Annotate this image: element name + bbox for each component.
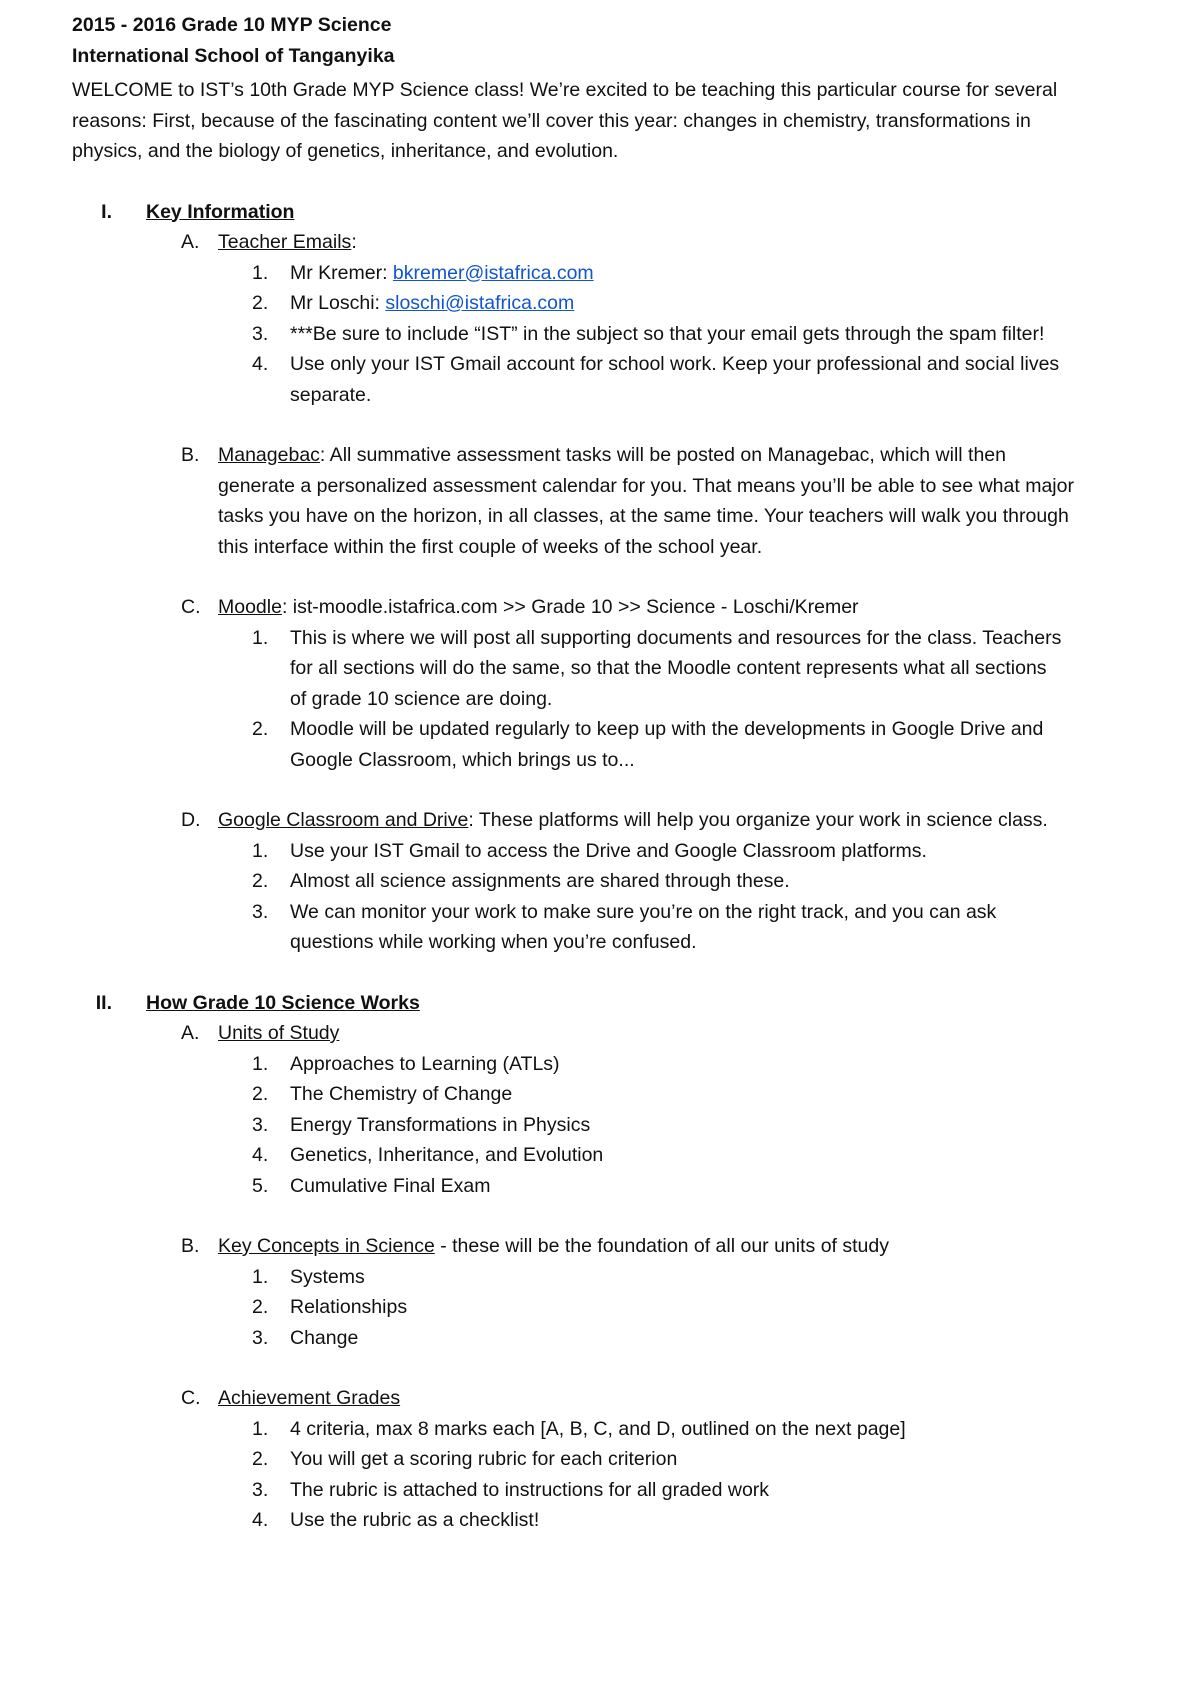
item-number: 2. bbox=[252, 292, 269, 314]
subsection-suffix: : bbox=[351, 231, 357, 253]
subsection-text: tasks you have on the horizon, in all classes, at the same time. Your teachers will walk you through bbox=[218, 505, 1069, 527]
list-item bbox=[252, 1171, 1132, 1202]
section-numeral: II. bbox=[95, 991, 112, 1014]
item-number: 2. bbox=[252, 718, 269, 740]
intro-paragraph bbox=[72, 75, 1132, 167]
item-text: Change bbox=[290, 1326, 359, 1349]
list-item bbox=[252, 1444, 1132, 1475]
list-item bbox=[252, 897, 1132, 958]
subsection-letter: A. bbox=[181, 231, 200, 253]
item-number: 1. bbox=[252, 1265, 269, 1288]
item-number: 3. bbox=[252, 1326, 269, 1349]
item-number: 3. bbox=[252, 900, 269, 923]
item-text: Systems bbox=[290, 1265, 365, 1288]
intro-line: physics, and the biology of genetics, inheritance, and evolution. bbox=[72, 140, 619, 162]
item-number: 4. bbox=[252, 353, 269, 375]
item-text: Almost all science assignments are shared through these. bbox=[290, 870, 790, 892]
list-item bbox=[252, 866, 1132, 897]
item-text: for all sections will do the same, so that the Moodle content represents what all sections bbox=[290, 657, 1047, 679]
subsection-title: Managebac bbox=[218, 444, 320, 466]
list-item bbox=[252, 1475, 1132, 1506]
item-text: Genetics, Inheritance, and Evolution bbox=[290, 1144, 604, 1166]
list-item bbox=[252, 1049, 1132, 1080]
item-text: Google Classroom, which brings us to... bbox=[290, 748, 635, 771]
subsection-letter: B. bbox=[181, 1235, 200, 1257]
subsection-title: Units of Study bbox=[218, 1022, 340, 1044]
document-title: 2015 - 2016 Grade 10 MYP Science bbox=[72, 14, 392, 36]
item-number: 1. bbox=[252, 626, 269, 649]
subsection-achievement-grades bbox=[146, 1383, 1132, 1536]
section-title: Key Information bbox=[146, 200, 295, 223]
item-number: 4. bbox=[252, 1509, 269, 1531]
subsection-letter: B. bbox=[181, 444, 200, 466]
subsection-text: generate a personalized assessment calendar for you. That means you’ll be able to see what major bbox=[218, 474, 1074, 497]
item-number: 2. bbox=[252, 1296, 269, 1318]
item-number: 2. bbox=[252, 1448, 269, 1470]
item-text: Use your IST Gmail to access the Drive and Google Classroom platforms. bbox=[290, 839, 927, 862]
subsection-text: : ist-moodle.istafrica.com >> Grade 10 >> Science - Loschi/Kremer bbox=[281, 596, 859, 618]
item-number: 1. bbox=[252, 1417, 269, 1440]
item-number: 3. bbox=[252, 322, 269, 345]
item-text: Moodle will be updated regularly to keep up with the developments in Google Drive and bbox=[290, 718, 1044, 740]
list-item bbox=[252, 714, 1132, 775]
item-label: Mr Kremer: bbox=[290, 261, 393, 284]
item-text: You will get a scoring rubric for each criterion bbox=[290, 1448, 678, 1470]
item-text: Use the rubric as a checklist! bbox=[290, 1509, 540, 1531]
item-number: 1. bbox=[252, 1052, 269, 1075]
item-text: We can monitor your work to make sure you’re on the right track, and you can ask bbox=[290, 900, 997, 923]
document-body bbox=[72, 10, 1132, 1536]
list-item bbox=[252, 836, 1132, 867]
item-number: 4. bbox=[252, 1144, 269, 1166]
subsection-key-concepts bbox=[146, 1231, 1132, 1353]
section-numeral: I. bbox=[101, 200, 112, 223]
list-item bbox=[252, 1414, 1132, 1445]
intro-line: WELCOME to IST’s 10th Grade MYP Science class! We’re excited to be teaching this particular course for several bbox=[72, 79, 1058, 101]
section-key-information bbox=[72, 197, 1132, 958]
subsection-text: : These platforms will help you organize your work in science class. bbox=[468, 809, 1048, 831]
list-item bbox=[252, 1079, 1132, 1110]
item-number: 3. bbox=[252, 1113, 269, 1136]
subsection-units-of-study bbox=[146, 1018, 1132, 1201]
subsection-title: Google Classroom and Drive bbox=[218, 809, 469, 831]
item-text: ***Be sure to include “IST” in the subject so that your email gets through the spam filter! bbox=[290, 322, 1045, 345]
subsection-letter: D. bbox=[181, 809, 201, 831]
subsection-title: Teacher Emails bbox=[218, 231, 352, 253]
item-text: Relationships bbox=[290, 1296, 408, 1318]
subsection-title: Moodle bbox=[218, 596, 282, 618]
item-number: 1. bbox=[252, 839, 269, 862]
subsection-text: - these will be the foundation of all our units of study bbox=[434, 1235, 889, 1257]
list-item bbox=[252, 1505, 1132, 1536]
subsection-teacher-emails bbox=[146, 227, 1132, 410]
item-text: Approaches to Learning (ATLs) bbox=[290, 1052, 560, 1075]
school-name: International School of Tanganyika bbox=[72, 44, 395, 67]
section-title: How Grade 10 Science Works bbox=[146, 991, 420, 1014]
item-text: Use only your IST Gmail account for school work. Keep your professional and social lives bbox=[290, 353, 1060, 375]
item-text: Energy Transformations in Physics bbox=[290, 1113, 591, 1136]
item-text: The rubric is attached to instructions for all graded work bbox=[290, 1478, 770, 1501]
subsection-moodle bbox=[146, 592, 1132, 775]
item-number: 1. bbox=[252, 261, 269, 284]
subsection-text: : All summative assessment tasks will be posted on Managebac, which will then bbox=[319, 444, 1006, 466]
item-text: Cumulative Final Exam bbox=[290, 1174, 491, 1197]
list-item bbox=[252, 288, 1132, 319]
subsection-text: this interface within the first couple of weeks of the school year. bbox=[218, 535, 763, 558]
subsection-title: Key Concepts in Science bbox=[218, 1235, 435, 1257]
subsection-title: Achievement Grades bbox=[218, 1387, 401, 1409]
email-link-kremer[interactable]: bkremer@istafrica.com bbox=[392, 261, 594, 284]
list-item bbox=[252, 319, 1132, 350]
item-label: Mr Loschi: bbox=[290, 292, 386, 314]
list-item bbox=[252, 1292, 1132, 1323]
section-how-science-works bbox=[72, 988, 1132, 1536]
list-item bbox=[252, 1140, 1132, 1171]
list-item bbox=[252, 1323, 1132, 1354]
intro-line: reasons: First, because of the fascinating content we’ll cover this year: changes in chemistry, transformations in bbox=[72, 109, 1031, 132]
item-text: This is where we will post all supporting documents and resources for the class. Teachers bbox=[290, 626, 1062, 649]
list-item bbox=[252, 349, 1132, 410]
item-number: 3. bbox=[252, 1478, 269, 1501]
subsection-google-classroom bbox=[146, 805, 1132, 958]
list-item bbox=[252, 623, 1132, 715]
item-number: 2. bbox=[252, 1083, 269, 1105]
subsection-letter: C. bbox=[181, 596, 201, 618]
subsection-letter: C. bbox=[181, 1387, 201, 1409]
item-text: questions while working when you’re confused. bbox=[290, 931, 697, 953]
list-item bbox=[252, 1262, 1132, 1293]
email-link-loschi[interactable]: sloschi@istafrica.com bbox=[385, 292, 575, 314]
list-item bbox=[252, 258, 1132, 289]
subsection-letter: A. bbox=[181, 1022, 200, 1044]
item-number: 5. bbox=[252, 1174, 269, 1197]
item-text: of grade 10 science are doing. bbox=[290, 687, 553, 710]
item-number: 2. bbox=[252, 870, 269, 892]
list-item bbox=[252, 1110, 1132, 1141]
subsection-managebac bbox=[146, 440, 1132, 562]
item-text: 4 criteria, max 8 marks each [A, B, C, and D, outlined on the next page] bbox=[290, 1417, 906, 1440]
item-text: The Chemistry of Change bbox=[290, 1083, 513, 1105]
item-text: separate. bbox=[290, 383, 372, 406]
